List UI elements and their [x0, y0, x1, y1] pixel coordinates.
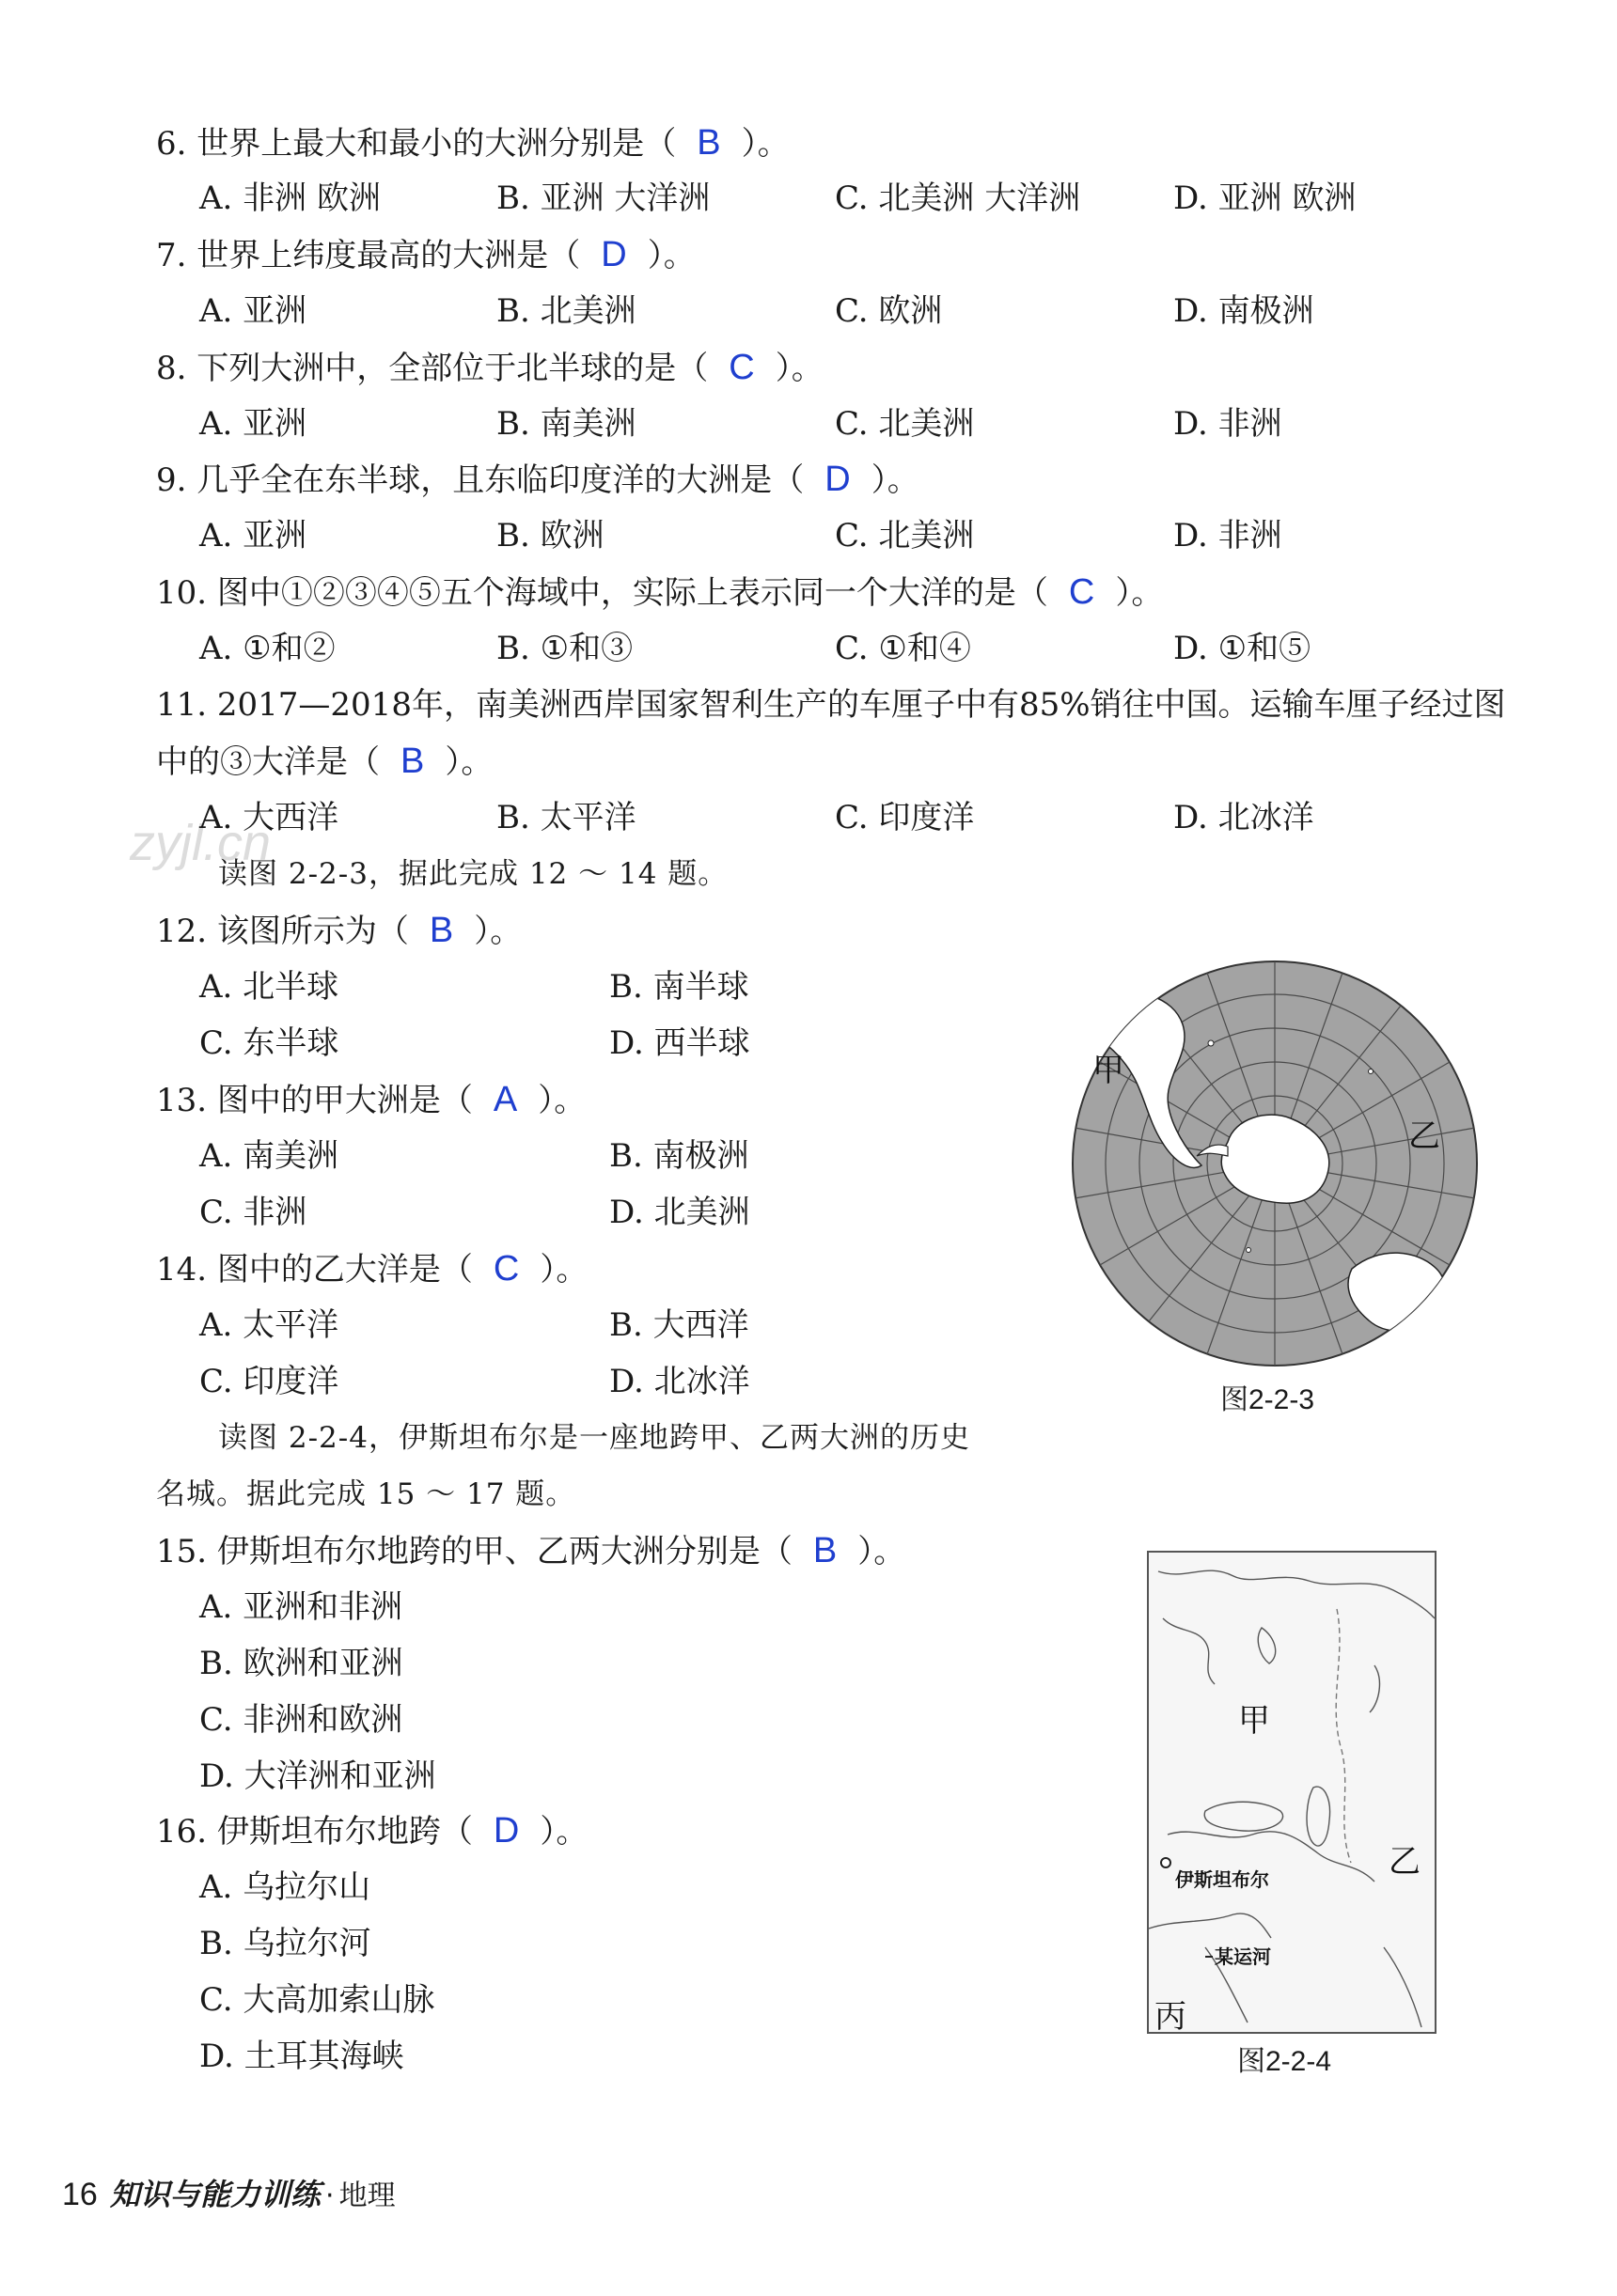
- option-a: A. 亚洲: [199, 405, 307, 443]
- question-number: 14.: [156, 1251, 208, 1289]
- answer-mark: D: [601, 235, 627, 274]
- option-a: A. 北半球: [199, 968, 339, 1006]
- option-a: A. 南美洲: [199, 1137, 339, 1175]
- option-c: C. 东半球: [199, 1024, 339, 1062]
- option-c: C. 印度洋: [199, 1363, 339, 1400]
- figure-caption: 图2-2-3: [1220, 1384, 1315, 1415]
- option-b: B. 南半球: [609, 968, 749, 1006]
- section-intro-cont: 名城。据此完成 15 ～ 17 题。: [156, 1477, 576, 1511]
- figure-caption: 图2-2-4: [1237, 2046, 1332, 2077]
- question-stem: 几乎全在东半球，且东临印度洋的大洲是（: [196, 461, 805, 499]
- question-number: 9.: [156, 461, 187, 499]
- option-c: C. 非洲: [199, 1194, 307, 1231]
- question-13: 13. 图中的甲大洲是（ A ）。: [156, 1080, 587, 1119]
- option-a: A. ①和②: [199, 630, 336, 667]
- option-d: D. 西半球: [609, 1024, 750, 1062]
- map-label-jia: 甲: [1238, 1702, 1270, 1740]
- question-11: [156, 686, 1506, 724]
- map-label-canal: 某运河: [1215, 1945, 1271, 1968]
- option-a: A. 亚洲: [199, 292, 307, 330]
- answer-mark: D: [824, 460, 851, 499]
- map-label-yi: 乙: [1389, 1843, 1421, 1881]
- option-a: A. 亚洲和非洲: [199, 1588, 403, 1626]
- question-number: 11.: [156, 686, 208, 724]
- question-stem: 图中的乙大洋是（: [216, 1251, 473, 1289]
- option-d: D. 北冰洋: [1173, 799, 1314, 836]
- southern-hemisphere-map: [1070, 959, 1480, 1368]
- option-d: D. 大洋洲和亚洲: [199, 1757, 436, 1795]
- question-10: 10. 图中①②③④⑤五个海域中，实际上表示同一个大洋的是（ C ）。: [156, 572, 1164, 612]
- option-b: B. 乌拉尔河: [199, 1925, 371, 1962]
- option-a: A. 亚洲: [199, 517, 307, 554]
- answer-mark: C: [1068, 572, 1095, 612]
- option-b: B. 欧洲: [496, 517, 604, 554]
- question-number: 7.: [156, 237, 187, 274]
- watermark: zyjl.cn: [130, 815, 272, 871]
- ural-boundary: [1336, 1609, 1351, 1863]
- option-c: C. 大高加索山脉: [199, 1981, 435, 2019]
- section-intro: 读图 2-2-3，据此完成 12 ～ 14 题。: [218, 857, 729, 891]
- option-b: B. 欧洲和亚洲: [199, 1645, 403, 1682]
- figure-2-2-4-map: [1147, 1551, 1436, 2034]
- option-a: A. 大西洋: [199, 799, 339, 836]
- question-7: 7. 世界上纬度最高的大洲是（ D ）。: [156, 235, 696, 274]
- question-stem: 下列大洲中，全部位于北半球的是（: [196, 350, 709, 387]
- answer-mark: A: [493, 1080, 518, 1119]
- caspian-sea: [1307, 1787, 1330, 1846]
- option-d: D. ①和⑤: [1173, 630, 1311, 667]
- section-intro: 读图 2-2-4，伊斯坦布尔是一座地跨甲、乙两大洲的历史: [218, 1421, 970, 1455]
- question-stem: 伊斯坦布尔地跨（: [216, 1813, 473, 1851]
- question-6: 6. 世界上最大和最小的大洲分别是（ B ）。: [156, 123, 790, 163]
- question-8: 8. 下列大洲中，全部位于北半球的是（ C ）。: [156, 348, 824, 387]
- question-stem: 伊斯坦布尔地跨的甲、乙两大洲分别是（: [216, 1533, 793, 1570]
- question-stem: 中的③大洋是（: [156, 743, 380, 781]
- map-label-istanbul: 伊斯坦布尔: [1175, 1868, 1269, 1891]
- option-a: A. 乌拉尔山: [199, 1868, 371, 1906]
- question-stem: 世界上纬度最高的大洲是（: [196, 237, 581, 274]
- option-b: B. 北美洲: [496, 292, 636, 330]
- question-stem: 图中①②③④⑤五个海域中，实际上表示同一个大洋的是（: [216, 574, 1048, 612]
- option-d: D. 北冰洋: [609, 1363, 750, 1400]
- black-sea: [1204, 1802, 1282, 1831]
- istanbul-marker: [1161, 1858, 1170, 1867]
- answer-mark: B: [812, 1531, 838, 1570]
- book-title: 知识与能力训练: [109, 2177, 321, 2212]
- option-c: C. ①和④: [835, 630, 971, 667]
- question-number: 8.: [156, 350, 187, 387]
- question-15: 15. 伊斯坦布尔地跨的甲、乙两大洲分别是（ B ）。: [156, 1531, 906, 1570]
- answer-mark: C: [493, 1249, 520, 1289]
- subject-name: 地理: [338, 2179, 396, 2212]
- option-d: D. 非洲: [1173, 405, 1282, 443]
- question-stem-line1: 2017—2018年，南美洲西岸国家智利生产的车厘子中有85%销往中国。运输车厘子经过图: [216, 686, 1506, 724]
- answer-mark: C: [729, 348, 755, 387]
- option-d: D. 非洲: [1173, 517, 1282, 554]
- question-stem: 该图所示为（: [216, 913, 409, 950]
- question-number: 6.: [156, 125, 187, 163]
- question-stem: 图中的甲大洲是（: [216, 1082, 473, 1119]
- question-number: 10.: [156, 574, 208, 612]
- option-b: B. 南美洲: [496, 405, 636, 443]
- page-number: 16: [62, 2177, 98, 2212]
- option-b: B. 亚洲 大洋洲: [496, 180, 711, 217]
- footer-separator: ·: [325, 2179, 335, 2212]
- page-footer: [62, 2171, 396, 2214]
- option-a: A. 太平洋: [199, 1306, 339, 1344]
- option-d: D. 南极洲: [1173, 292, 1314, 330]
- option-c: C. 北美洲: [835, 517, 975, 554]
- option-b: B. 太平洋: [496, 799, 636, 836]
- map-label-bing: 丙: [1154, 1998, 1186, 2032]
- question-number: 13.: [156, 1082, 208, 1119]
- map-label-yi: 乙: [1408, 1117, 1440, 1155]
- eurasia-map: [1149, 1553, 1435, 2032]
- question-stem: 世界上最大和最小的大洲分别是（: [196, 125, 677, 163]
- question-9: 9. 几乎全在东半球，且东临印度洋的大洲是（ D ）。: [156, 460, 919, 499]
- question-11-line2: 中的③大洋是（ B ）。: [156, 742, 494, 781]
- option-b: B. 南极洲: [609, 1137, 749, 1175]
- option-c: C. 北美洲 大洋洲: [835, 180, 1081, 217]
- option-a: A. 非洲 欧洲: [199, 180, 381, 217]
- question-14: 14. 图中的乙大洋是（ C ）。: [156, 1249, 589, 1289]
- answer-mark: B: [429, 911, 454, 950]
- option-d: D. 亚洲 欧洲: [1173, 180, 1357, 217]
- option-c: C. 非洲和欧洲: [199, 1701, 403, 1739]
- option-d: D. 土耳其海峡: [199, 2038, 404, 2075]
- option-c: C. 欧洲: [835, 292, 943, 330]
- answer-mark: B: [697, 123, 721, 163]
- question-number: 15.: [156, 1533, 208, 1570]
- option-b: B. ①和③: [496, 630, 634, 667]
- answer-mark: B: [400, 742, 425, 781]
- option-c: C. 印度洋: [835, 799, 975, 836]
- option-c: C. 北美洲: [835, 405, 975, 443]
- map-label-jia: 甲: [1092, 1052, 1124, 1089]
- question-number: 16.: [156, 1813, 208, 1851]
- option-b: B. 大西洋: [609, 1306, 749, 1344]
- question-12: 12. 该图所示为（ B ）。: [156, 911, 523, 950]
- arctic-coast: [1158, 1570, 1435, 1618]
- question-16: 16. 伊斯坦布尔地跨（ D ）。: [156, 1811, 589, 1851]
- question-number: 12.: [156, 913, 208, 950]
- answer-mark: D: [493, 1811, 520, 1851]
- figure-2-2-3-map: [1070, 959, 1480, 1368]
- option-d: D. 北美洲: [609, 1194, 750, 1231]
